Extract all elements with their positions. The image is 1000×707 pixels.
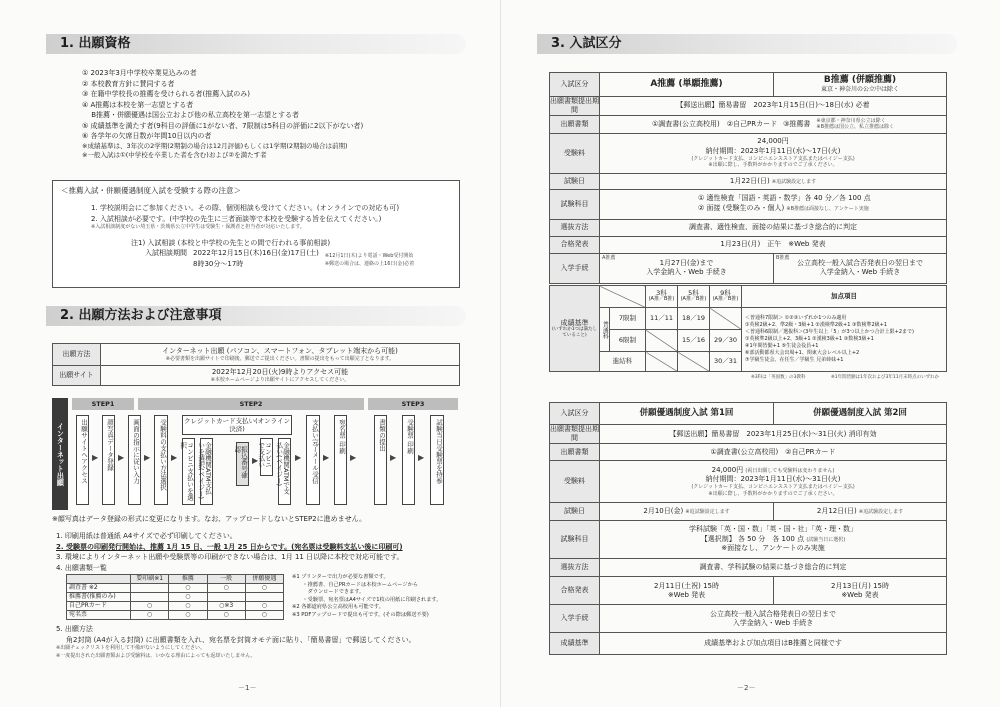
qual-item: B推薦・併願優遇は国公立および他の私立高校を第一志望とする者 [82,111,300,119]
step3-label: STEP3 [368,398,458,410]
section-2-heading: 2. 出願方法および注意事項 [46,306,466,326]
flow-step: 金融機関ATMで支払い(ペイジー) [278,438,291,505]
item5-body: 角2封筒 (A4が入る封筒) に出願書類を入れ、宛名票を封筒オモテ面に貼り、「簡易書留」で郵送してください。 [66,635,416,644]
site-value: 2022年12月20日(火)9時よりアクセス可能 [211,368,349,376]
note1-side: ※12月1日(木)より電話・Web受付開始 [324,253,414,260]
flow-step: 受験料の支払い方法選択 [154,415,168,505]
note1-period-label: 入試相談期間 [145,249,187,258]
notice-box [52,180,460,288]
table-row: 宛名票 ○ ○ ○ ○ [67,611,284,620]
qual-item: ① 2023年3月中学校卒業見込みの者 [82,69,197,77]
table-row: 進結科 30／31 [550,352,947,372]
step2-label: STEP2 [138,398,364,410]
flow-step: コンビニ支払いを選択 [182,438,195,505]
crit-add-head: 加点項目 [742,286,947,308]
document-list-table [66,574,284,620]
method-label: 出願方法 [53,344,101,366]
flow-step: 宛名票 印刷 [334,415,347,505]
t2-head-b: 併願優遇制度入試 第2回 [774,403,947,425]
note1-side: ※郵送の場合は、連絡の上16日(金)必着 [324,260,415,267]
method-small: ※必要書類を出願サイトで印刷後、郵送でご提出ください。書類の提出をもって出願完了となります。 [165,355,395,362]
notice-item: 1. 学校説明会にご参加ください。その際、個別相談も受けてください。(オンラインでの対応も可) [91,204,400,213]
footnote: ※出願チェックリストを利用して不備がないようにしてください。 [56,645,205,651]
step1-label: STEP1 [72,398,134,410]
flow-step: 試験当日受験票を持参 [430,415,444,505]
instruction-item: 2. 受験票の印刷発行開始は、推薦 1月 15 日、一般 1月 25 日からです。(宛名票は受験料支払い後に印刷可) [56,542,403,551]
table-row: 6限制 15／16 29／30 [550,330,947,352]
t1-head-b: B推薦 (併願推薦) [823,75,897,86]
instruction-item: 1. 印刷用紙は普通紙 A4サイズで必ず印刷してください。 [56,532,237,540]
note1-period: 2022年12月15日(木)16日(金)17日(土) [193,249,319,258]
note1-title: 注1) 入試相談 (本校と中学校の先生との間で行われる事前相談) [131,238,331,247]
t1-head-a: A推薦 (単願推薦) [600,73,774,97]
flow-step: 出願サイトへアクセス [76,415,89,505]
qual-note: ※成績基準は、3年次の2学期(2期制の場合は12月評価)もしくは1学期(2期制の場合は前期) [82,141,348,150]
doc-head: 推薦 [169,575,207,584]
table-row: 推薦書(推薦のみ) ○ [67,593,284,602]
page-number: －2－ [737,684,756,693]
t1-head-label: 入試区分 [550,73,600,97]
photo-note: ※顔写真はデータ登録の形式に変更になります。なお、アップロードしないとSTEP2に進めません。 [52,515,367,523]
doc-head [67,575,131,584]
flow-step: 振込番号確認 [236,442,249,486]
application-flow: インターネット出願 STEP1 STEP2 STEP3 出願サイトへアクセス ▶ 顔写真データ登録 ▶ 画面の指示に従い入力 ▶ 受験料の支払い方法選択 ▶ クレジットカード支払い(オンライン決済) コンビニ支払いを選択 金融機関ATM支払いを選択(ペイジー) 振込番号確認 ▶ コンビニで支払い 金融機関ATMで支払い(ペイジー) ▶ 支払い完了メール受信 ▶ 宛名票 印刷 ▶ 書類の提出 ▶ 受験票 印刷 ▶ 試験当日受験票を持参 [52,398,460,510]
qual-item: ③ 在籍中学校長の推薦を受けられる者(推薦入試のみ) [82,90,250,98]
doc-notes: ※1 プリンターで出力が必要な書類です。 ・推薦書、自己PRカードは本校ホームページから ダウンロードできます。 ・受験票、宛名票はA4サイズで1枚の用紙に印刷されます。 ※2 各都道府県公立高校用も可能です。 ※3 PDFアップロードで提出も可です。(その際は郵送不要) [292,574,442,618]
notice-item: 2. 入試相談が必要です。(中学校の先生に三者面談等で本校を受験する旨を伝えてください。) [91,214,382,223]
instruction-list [56,531,476,573]
flow-side-label: インターネット出願 [52,398,68,510]
site-small: ※本校ホームページより出願サイトにアクセスしてください。 [210,376,350,383]
flow-step: クレジットカード支払い(オンライン決済) [182,415,292,435]
section-3-heading: 3. 入試区分 [537,34,957,54]
note1-time: 8時30分～17時 [193,259,244,268]
method-table [52,343,460,386]
table-row: 自己PRカード ○ ○ ○※3 ○ [67,602,284,611]
flow-step: 金融機関ATM支払いを選択(ペイジー) [200,438,213,505]
doc-head: 併願優遇 [245,575,283,584]
crit-foot: ※1年間皆勤は1年次および3年11月末時点のいずれか [831,375,940,380]
qual-item: ④ A推薦は本校を第一志望とする者 [82,100,194,109]
notice-small: ※入試相談制度がない埼玉県・茨城県公立中学生は受験生・保護者と担当者が対応いたします。 [91,224,305,231]
page-2 [500,0,1000,707]
crit-label: 成績基準 [560,318,589,327]
flow-step: コンビニで支払い [260,438,273,476]
item5-title: 5. 出願方法 [56,625,93,633]
doc-head: 一般 [207,575,245,584]
qual-item: ⑥ 各学年の欠席日数が年間10日以内の者 [82,132,212,140]
qual-note: ※一般入試は①(中学校を卒業した者を含む)および②を満たす者 [82,151,267,160]
footnote: ※一度提出された出願書類および受験料は、いかなる理由によっても返却いたしません。 [56,652,256,659]
instruction-item: 3. 環境によりインターネット出願や受験票等の印刷ができない場合は、1月 11 日以降に本校で対応可能です。 [56,553,404,561]
crit-foot: ※3科は「英国数」の3教科 [751,375,806,380]
qualification-list [82,68,482,161]
doc-head: 要印刷※1 [131,575,169,584]
t1-head-b-sub: 東京・神奈川の公立中は除く [820,86,899,94]
qual-item: ⑤ 成績基準を満たす者(9科目の評価に1がない者、7限制は5科目の評価に2以下がない者) [82,121,364,130]
flow-step: 顔写真データ登録 [102,415,115,505]
criteria-table: 成績基準 (いずれか1つは満たしていること) 3科 (A推／B推) 5科 (A推／B推) 9科 (A推／B推) 加点項目 普通科 7限制 11／11 18／19 ＜普通科7限制＞ ①②③いずれか1つのみ適用 ①英検2級+2、準2級・3級+1 ②漢検準2級+1 ③数検準2級+1 ＜普通科6限制／選抜科＞(3年生以上「5」が3つ以上かつ合計上限+2まで) ①英検準2級以上+2、3級+1 ②漢検3級+1 ③数検3級+1 ④1年間皆勤+1 ⑤生徒会役員+1 ⑥部活動都県大会出場+1、関東大会レベル以上+2 ⑦学級生徒会、在任生／学級生 兄弟姉妹+1 6限制 15／16 29／30 進結科 30／31 [549,285,947,372]
section-1-heading: 1. 出願資格 [46,34,466,54]
notice-title: ＜推薦入試・併願優遇制度入試を受験する際の注意＞ [61,186,241,195]
t2-head-a: 併願優遇制度入試 第1回 [600,403,774,425]
table-row: 普通科 7限制 11／11 18／19 ＜普通科7限制＞ ①②③いずれか1つのみ適用 ①英検2級+2、準2級・3級+1 ②漢検準2級+1 ③数検準2級+1 ＜普通科6限制／選抜科＞(3年生以上「5」が3つ以上かつ合計上限+2まで) ①英検準2級以上+2、3級+1 ②漢検3級+1 ③数検3級+1 ④1年間皆勤+1 ⑤生徒会役員+1 ⑥部活動都県大会出場+1、関東大会レベル以上+2 ⑦学級生徒会、在任生／学級生 兄弟姉妹+1 [550,308,947,330]
flow-step: 画面の指示に従い入力 [128,415,141,505]
entrance-table-combined: 入試区分 併願優遇制度入試 第1回 併願優遇制度入試 第2回 出願書類提出期間 【郵送出願】簡易書留 2023年1月25日(水)～31日(火) 消印有効 出願書類 ①調査書(公立高校用) ②自己PRカード 受験料 24,000円 (両日出願しても受験料は変わりません) 納付期間：2023年1月11日(水)～31日(火) (クレジットカード支払、コンビニエンスストア支払またはペイジー支払) ※出願に際し、手数料がかかりますのでご了承ください。 試験日 2月10日(金) ※追試験設定します 2月12日(日) ※追試験設定します 試験科目 学科試験「英・国・数」「英・国・社」「英・理・数」 【選択制】 各 50 分 各 100 点 (試験当日に選択) ※面接なし、アンケートのみ実施 選抜方法 調査書、学科試験の結果に基づき総合的に判定 合格発表 2月11日(土祝) 15時 ※Web 発表 2月13日(月) 15時 ※Web 発表 入学手続 公立高校一般入試合格発表日の翌日まで 入学金納入・Web 手続き 成績基準 成績基準および加点項目はB推薦と同様です [549,402,947,655]
flow-step: 受験票 印刷 [402,415,415,505]
qual-item: ② 本校教育方針に賛同する者 [82,79,175,88]
instruction-item: 4. 出願書類一覧 [56,563,107,572]
page-number: －1－ [238,684,257,693]
entrance-table-recommendation: 入試区分 A推薦 (単願推薦) B推薦 (併願推薦) 東京・神奈川の公立中は除く 出願書類提出期間 【郵送出願】簡易書留 2023年1月15日(日)～18日(水) 必着 出願書類 ①調査書(公立高校用) ②自己PRカード ③推薦書 ※東京都・神奈川県公立は除く ※B推薦は国公立、私立推薦は除く 受験料 24,000円 納付期間：2023年1月11日(水)～17日(火) (クレジットカード支払、コンビニエンスストア支払またはペイジー支払) ※出願に際し、手数料がかかりますのでご了承ください。 試験日 1月22日(日) ※追試験設定します 試験科目 ① 適性検査「国語・英語・数学」各 40 分／各 100 点 ② 面接 (受験生のみ・個人) ※B推薦は面接なし、アンケート実施 選抜方法 調査書、適性検査、面接の結果に基づき総合的に判定 合格発表 1月23日(月) 正午 ※Web 発表 入学手続 A推薦 1月27日(金)まで 入学金納入・Web 手続き B推薦 公立高校一般入試合否発表日の翌日まで 入学金納入・Web 手続き [549,72,947,284]
flow-step: 書類の提出 [374,415,387,505]
flow-step: 支払い完了メール受信 [306,415,320,505]
site-label: 出願サイト [53,366,101,386]
table-row: 調査書 ※2 ○ ○ ○ [67,584,284,593]
method-section [56,624,486,660]
method-value: インターネット出願 (パソコン、スマートフォン、タブレット端末から可能) [162,347,398,355]
